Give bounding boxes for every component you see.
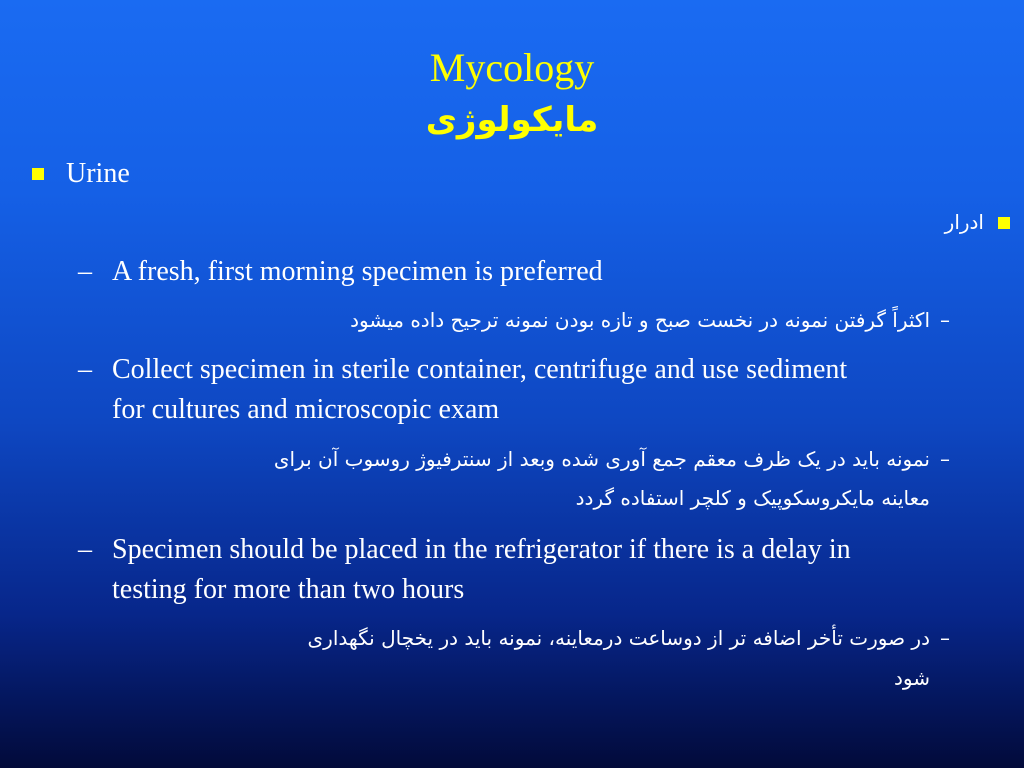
slide-title: Mycology (429, 45, 595, 90)
bullet-urine-label: Urine (66, 158, 130, 189)
item-3-en-line-1: Specimen should be placed in the refrigerator if there is a delay in (112, 534, 851, 565)
dash-icon-persian: – (940, 447, 950, 471)
bullet-square-icon-persian (998, 217, 1010, 229)
item-2-fa-line-1: نمونه باید در یک ظرف معقم جمع آوری شده وبعد از سنترفیوژ روسوب آن برای (273, 447, 930, 471)
item-2-fa-line-2: معاینه مایکروسکوپیک و کلچر استفاده گردد (575, 486, 930, 510)
item-3-fa-line-1: در صورت تأخر اضافه تر از دوساعت درمعاینه، نمونه باید در یخچال نگهداری (307, 626, 930, 650)
item-1-fa-line-1: اکثراً گرفتن نمونه در نخست صبح و تازه بودن نمونه ترجیح داده میشود (350, 308, 930, 332)
dash-icon-persian: – (940, 308, 950, 332)
bullet-square-icon (32, 168, 44, 180)
item-2-en-line-2: for cultures and microscopic exam (112, 394, 500, 425)
dash-icon: – (78, 354, 92, 385)
dash-icon-persian: – (940, 626, 950, 650)
dash-icon: – (78, 256, 92, 287)
dash-icon: – (78, 534, 92, 565)
bullet-urine-label-persian: ادرار (944, 210, 984, 234)
item-3-en-line-2: testing for more than two hours (112, 574, 465, 605)
slide-title-persian: مایکولوژی (425, 100, 599, 140)
item-1-en-line-1: A fresh, first morning specimen is preferred (112, 256, 603, 287)
item-2-en-line-1: Collect specimen in sterile container, centrifuge and use sediment (112, 354, 848, 385)
item-3-fa-line-2: شود (894, 666, 930, 690)
